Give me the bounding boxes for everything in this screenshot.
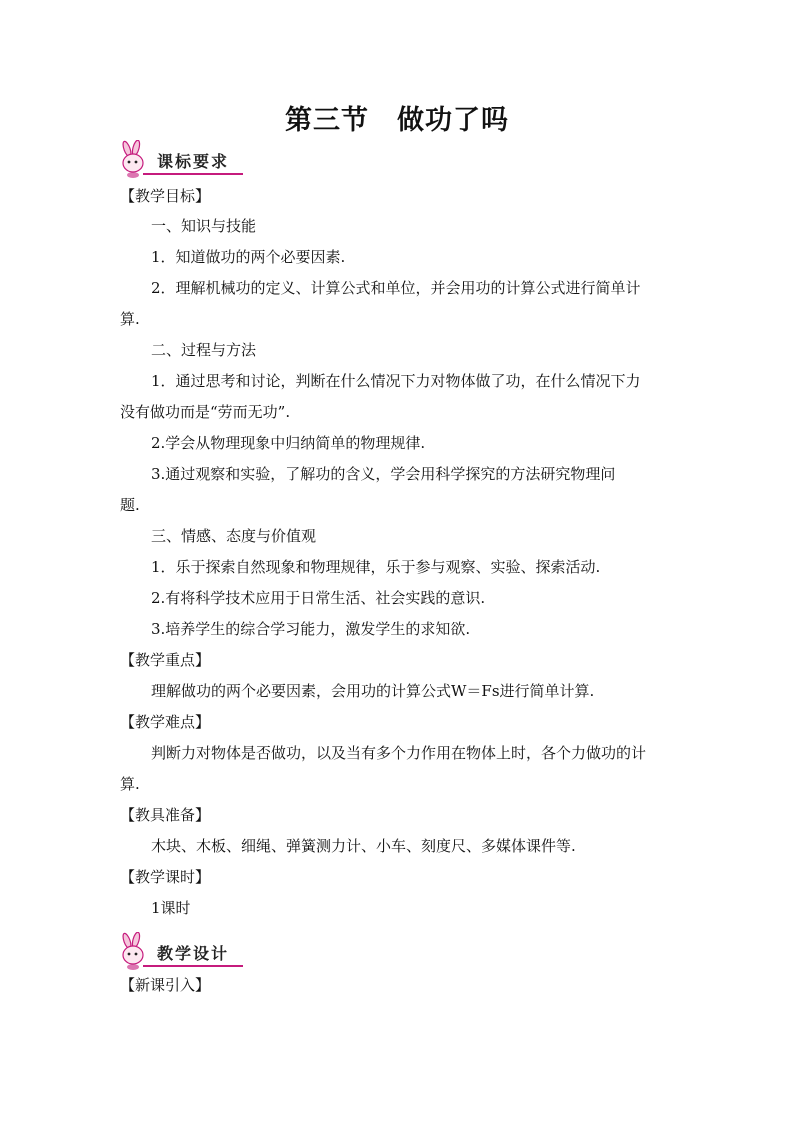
title-section-number: 第三节 <box>285 105 369 136</box>
text-line: 算. <box>120 775 140 793</box>
text-line: 【教学重点】 <box>120 651 211 669</box>
text-line: 【新课引入】 <box>120 976 211 994</box>
section-label-underline <box>143 941 243 967</box>
text-line: 一、知识与技能 <box>151 217 257 235</box>
text-line: 1．乐于探索自然现象和物理规律，乐于参与观察、实验、探索活动. <box>151 558 601 576</box>
text-line: 3.通过观察和实验，了解功的含义，学会用科学探究的方法研究物理问 <box>151 465 616 483</box>
text-line: 【教具准备】 <box>120 806 211 824</box>
section-label: 课标要求 <box>157 152 230 171</box>
text-line: 题. <box>120 496 140 514</box>
text-line: 理解做功的两个必要因素，会用功的计算公式W＝Fs进行简单计算. <box>151 682 595 700</box>
text-line: 2.有将科学技术应用于日常生活、社会实践的意识. <box>151 589 486 607</box>
section-header-design <box>115 932 245 972</box>
text-line: 1课时 <box>151 899 191 917</box>
text-line: 判断力对物体是否做功，以及当有多个力作用在物体上时，各个力做功的计 <box>151 744 647 762</box>
text-line: 二、过程与方法 <box>151 341 257 359</box>
text-line: 算. <box>120 310 140 328</box>
text-line: 【教学难点】 <box>120 713 211 731</box>
text-line: 【教学课时】 <box>120 868 211 886</box>
text-line: 【教学目标】 <box>120 187 211 205</box>
section-label-underline <box>143 149 243 175</box>
text-line: 1．通过思考和讨论，判断在什么情况下力对物体做了功，在什么情况下力 <box>151 372 641 390</box>
text-line: 2．理解机械功的定义、计算公式和单位，并会用功的计算公式进行简单计 <box>151 279 641 297</box>
text-line: 木块、木板、细绳、弹簧测力计、小车、刻度尺、多媒体课件等. <box>151 837 576 855</box>
section-header-standards <box>115 140 245 180</box>
title-topic: 做功了吗 <box>397 105 509 136</box>
text-line: 3.培养学生的综合学习能力，激发学生的求知欲. <box>151 620 471 638</box>
text-line: 1．知道做功的两个必要因素. <box>151 248 346 266</box>
page-title <box>0 98 794 137</box>
section-label: 教学设计 <box>157 944 230 963</box>
text-line: 没有做功而是“劳而无功”. <box>120 403 291 421</box>
text-line: 2.学会从物理现象中归纳简单的物理规律. <box>151 434 426 452</box>
text-line: 三、情感、态度与价值观 <box>151 527 317 545</box>
